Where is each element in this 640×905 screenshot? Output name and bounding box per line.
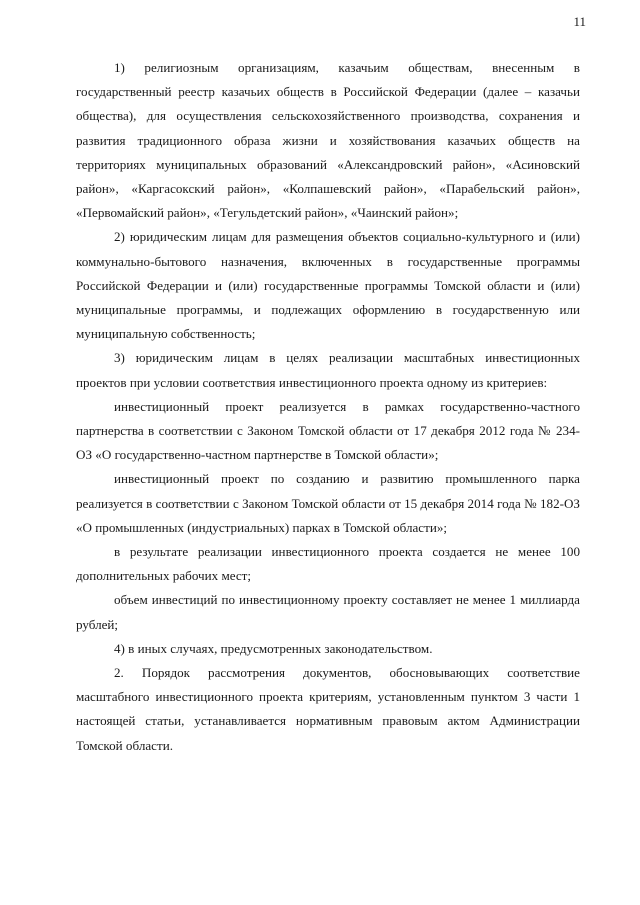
criterion-ppp: инвестиционный проект реализуется в рамках государственно-частного партнерства в соответствии с Законом Томской области от 17 декабря 2012 года № 234-ОЗ «О государственно-частном партнерстве в Томской области»; [76, 398, 580, 463]
page-number: 11 [573, 14, 586, 29]
criterion-industrial-park: инвестиционный проект по созданию и развитию промышленного парка реализуется в соответствии с Законом Томской области от 15 декабря 2014 года № 182-ОЗ «О промышленных (индустриальных) парках в Томской области»; [76, 471, 580, 535]
paragraph-section-2: 2. Порядок рассмотрения документов, обосновывающих соответствие масштабного инвестиционного проекта критериям, установленным пунктом 3 части 1 настоящей статьи, устанавливается нормативным правовым актом Администрации Томской области. [76, 665, 580, 753]
criterion-investment-volume: объем инвестиций по инвестиционному проекту составляет не менее 1 миллиарда рублей; [76, 592, 580, 632]
criterion-jobs: в результате реализации инвестиционного проекта создается не менее 100 дополнительных рабочих мест; [76, 544, 580, 584]
paragraph-item-2: 2) юридическим лицам для размещения объектов социально-культурного и (или) коммунально-бытового назначения, включенных в государственные программы Российской Федерации и (или) государственные программы Томской области и (или) муниципальные программы, и подлежащих оформлению в государственную или муниципальную собственность; [76, 229, 580, 342]
paragraph-item-3: 3) юридическим лицам в целях реализации масштабных инвестиционных проектов при условии соответствия инвестиционного проекта одному из критериев: [76, 350, 580, 390]
document-body [76, 56, 580, 758]
paragraph-item-4: 4) в иных случаях, предусмотренных законодательством. [114, 640, 433, 656]
paragraph-item-1: 1) религиозным организациям, казачьим обществам, внесенным в государственный реестр казачьих обществ в Российской Федерации (далее – казачьи общества), для осуществления сельскохозяйственного производства, сохранения и развития традиционного образа жизни и хозяйствования казачьих обществ на территориях муниципальных образований «Александровский район», «Асиновский район», «Каргасокский район», «Колпашевский район», «Парабельский район», «Первомайский район», «Тегульдетский район», «Чаинский район»; [76, 60, 580, 221]
